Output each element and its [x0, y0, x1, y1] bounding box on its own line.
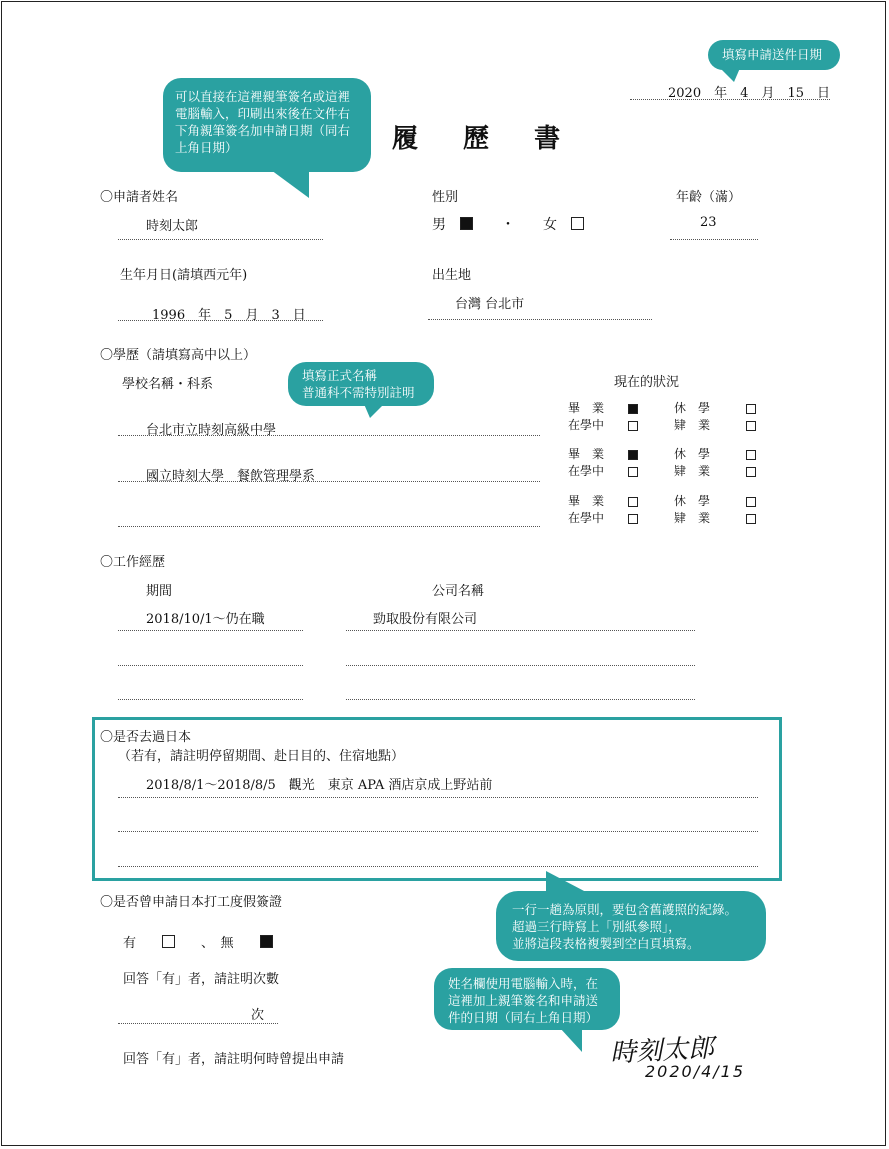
handwritten-date: 2020/4/15	[645, 1062, 746, 1081]
education-label: 〇學歷（請填寫高中以上）	[100, 348, 257, 363]
name-note-line: 這裡加上親筆簽名和申請送	[448, 993, 599, 1008]
name-value[interactable]: 時刻太郎	[146, 219, 199, 234]
japan-note-line: 超過三行時寫上「別紙參照」，	[512, 919, 681, 934]
birthplace-value[interactable]: 台灣 台北市	[455, 297, 525, 312]
birth-line	[118, 320, 323, 321]
school-line-3	[118, 526, 540, 527]
status-grid-1: 畢 業 休 學 在學中 肄 業	[568, 400, 756, 434]
count-unit: 次	[251, 1008, 265, 1023]
document-title: 履 歷 書	[392, 124, 579, 154]
japan-callout	[496, 891, 766, 961]
study-checkbox[interactable]	[628, 467, 638, 477]
study-checkbox[interactable]	[628, 514, 638, 524]
visa-options: 有 、 無	[123, 932, 273, 951]
company-label: 公司名稱	[432, 584, 485, 599]
age-line	[670, 239, 758, 240]
yes-checkbox[interactable]	[162, 935, 175, 948]
birthplace-label: 出生地	[432, 268, 472, 283]
drop-checkbox[interactable]	[746, 467, 756, 477]
study-checkbox[interactable]	[628, 421, 638, 431]
birthplace-line	[428, 319, 652, 320]
date-day: 15	[787, 86, 805, 101]
birth-label: 生年月日(請填西元年)	[120, 268, 248, 283]
school-line-1	[118, 435, 540, 436]
leave-checkbox[interactable]	[746, 450, 756, 460]
no-checkbox[interactable]	[260, 935, 273, 948]
yes-label: 有	[123, 936, 137, 951]
japan-line-1	[118, 797, 758, 798]
visa-label: 〇是否曾申請日本打工度假簽證	[100, 895, 283, 910]
work-period-1[interactable]: 2018/10/1～仍在職	[146, 612, 265, 627]
status-grid-3: 畢 業 休 學 在學中 肄 業	[568, 493, 756, 527]
company-line-1	[346, 630, 695, 631]
female-label: 女	[543, 217, 557, 233]
count-note: 回答「有」者，請註明次數	[123, 972, 280, 987]
sign-note-line: 電腦輸入，印刷出來後在文件右	[175, 106, 351, 121]
male-label: 男	[432, 217, 446, 233]
drop-checkbox[interactable]	[746, 514, 756, 524]
age-label: 年齡（滿）	[676, 190, 742, 205]
sign-note-line: 下角親筆簽名加申請日期（同右	[175, 123, 351, 138]
japan-label: 〇是否去過日本	[100, 730, 192, 745]
sign-note-line: 可以直接在這裡親筆簽名或這裡	[175, 89, 351, 104]
date-year: 2020	[668, 86, 702, 101]
application-date: 2020 年 4 月 15 日	[668, 86, 831, 101]
japan-sub: （若有，請註明停留期間、赴日目的、住宿地點）	[118, 749, 405, 764]
name-note-line: 姓名欄使用電腦輸入時，在	[448, 976, 599, 991]
school-note-line: 普通科不需特別註明	[302, 385, 415, 400]
period-label: 期間	[146, 584, 173, 599]
no-label: 無	[220, 936, 234, 951]
name-label: 〇申請者姓名	[100, 190, 179, 205]
japan-row-1[interactable]: 2018/8/1～2018/8/5 觀光 東京 APA 酒店京成上野站前	[146, 778, 493, 793]
japan-line-3	[118, 866, 758, 867]
period-line-1	[118, 630, 303, 631]
age-value[interactable]: 23	[700, 215, 717, 230]
grad-checkbox[interactable]	[628, 497, 638, 507]
school-line-2	[118, 481, 540, 482]
school-label: 學校名稱・科系	[122, 377, 214, 392]
sign-note-line: 上角日期）	[175, 140, 238, 155]
japan-line-2	[118, 831, 758, 832]
company-line-2	[346, 665, 695, 666]
male-checkbox[interactable]	[460, 217, 473, 230]
status-grid-2: 畢 業 休 學 在學中 肄 業	[568, 446, 756, 480]
birth-value[interactable]: 1996 年 5 月 3 日	[152, 308, 306, 323]
gender-label: 性別	[432, 190, 459, 205]
count-line	[118, 1023, 278, 1024]
drop-checkbox[interactable]	[746, 421, 756, 431]
work-company-1[interactable]: 勁取股份有限公司	[373, 612, 478, 627]
grad-checkbox[interactable]	[628, 404, 638, 414]
status-label: 現在的狀況	[614, 375, 680, 390]
leave-checkbox[interactable]	[746, 497, 756, 507]
name-callout	[434, 968, 620, 1030]
school-note-line: 填寫正式名稱	[302, 368, 378, 383]
period-line-3	[118, 699, 303, 700]
school-callout	[288, 362, 434, 406]
date-month: 4	[740, 86, 749, 101]
handwritten-signature: 時刻太郎	[609, 1033, 715, 1069]
female-checkbox[interactable]	[571, 217, 584, 230]
name-line	[118, 239, 323, 240]
signature-callout	[163, 78, 371, 172]
japan-note-line: 一行一趟為原則，要包含舊護照的紀錄。	[512, 902, 738, 917]
period-line-2	[118, 665, 303, 666]
name-note-line: 件的日期（同右上角日期）	[448, 1010, 599, 1025]
grad-checkbox[interactable]	[628, 450, 638, 460]
date-callout-text: 填寫申請送件日期	[722, 47, 823, 62]
gender-options: 男 ・ 女	[432, 214, 584, 234]
date-callout	[708, 40, 840, 70]
japan-highlight-box	[92, 717, 782, 881]
company-line-3	[346, 699, 695, 700]
leave-checkbox[interactable]	[746, 404, 756, 414]
work-label: 〇工作經歷	[100, 555, 166, 570]
japan-note-line: 並將這段表格複製到空白頁填寫。	[512, 936, 700, 951]
school-row-1[interactable]: 台北市立時刻高級中學	[146, 423, 277, 438]
school-row-2[interactable]: 國立時刻大學 餐飲管理學系	[146, 469, 316, 484]
date-line	[630, 99, 830, 100]
when-note: 回答「有」者，請註明何時曾提出申請	[123, 1052, 345, 1067]
